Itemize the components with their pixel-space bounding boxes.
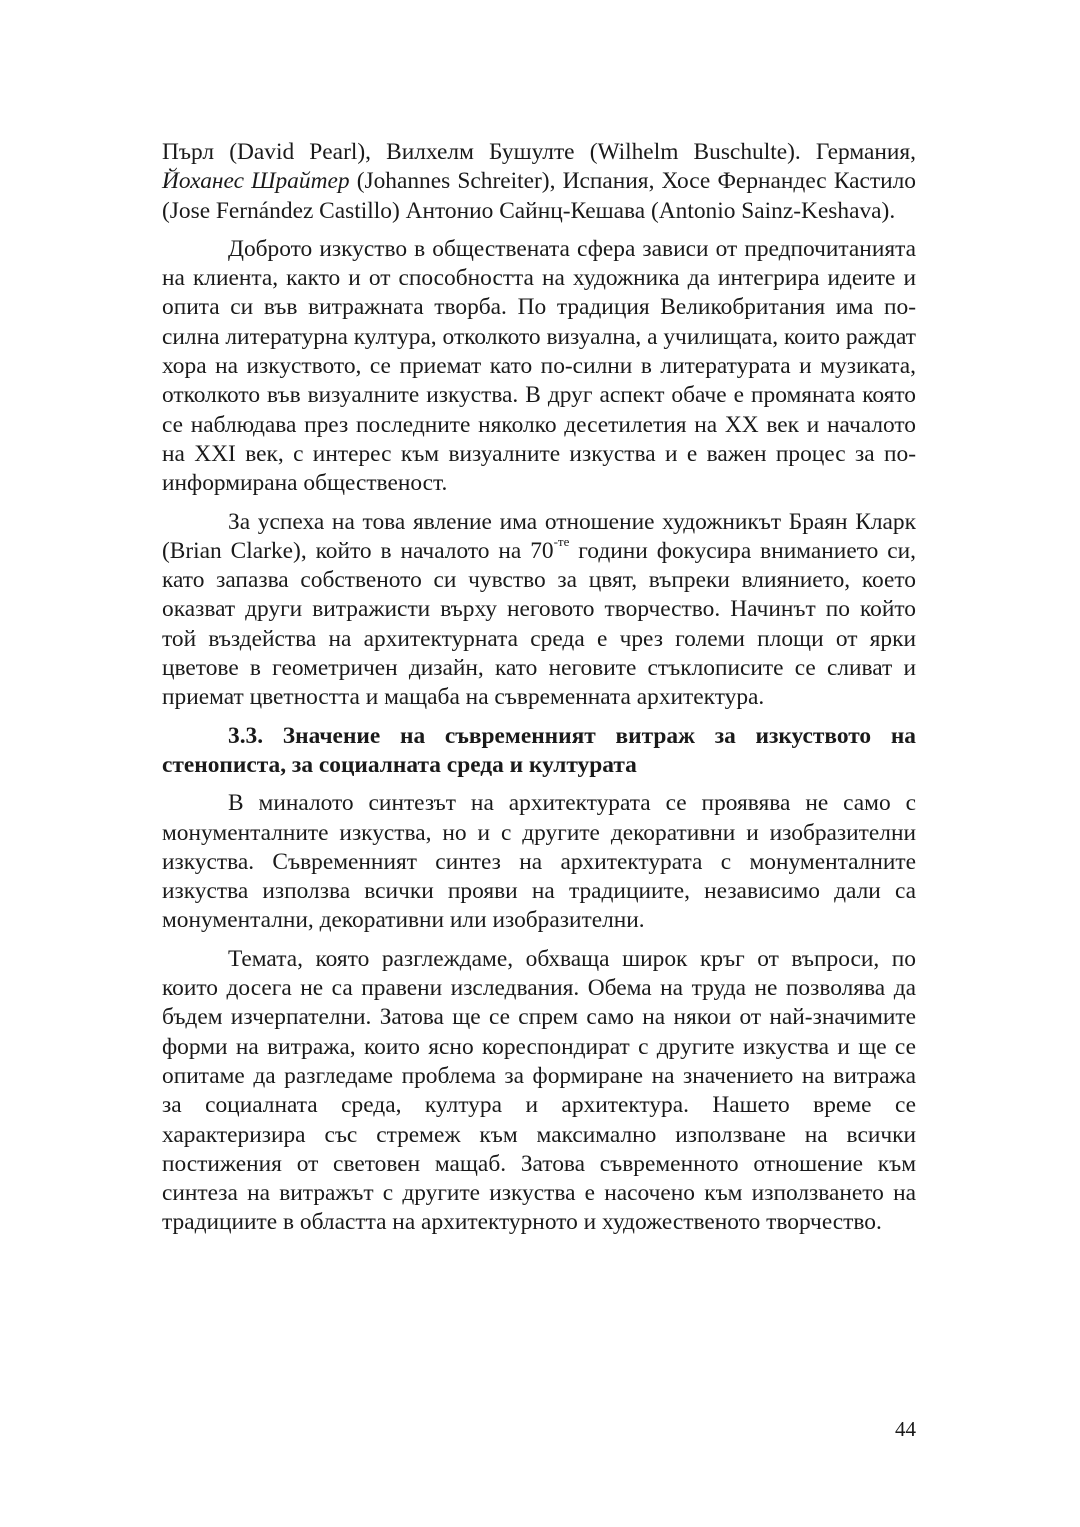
paragraph-topic: Темата, която разглеждаме, обхваща широк кръг от въпроси, по които досега не са правени изследвания. Обема на труда не позволява да бъдем изчерпателни. Затова ще се спрем само на някои от най-значимите форми на витража, които ясно кореспондират с другите изкуства и ще се опитаме да разгледаме проблема за формиране на значението на витража за социалната среда, култура и архитектура. Нашето време се характеризира със стремеж към максимално използване на всички постижения от световен мащаб. Затова съвременното отношение към синтеза на витражът с другите изкуства е насочено към използването на традициите в областта на архитектурното и художественото творчество. [162,945,916,1236]
paragraph-3-superscript: -те [553,534,570,550]
paragraph-1-text-a: Пърл (David Pearl), Вилхелм Бушулте (Wilhelm Buschulte). Германия, [162,139,916,165]
paragraph-public-art: Доброто изкуство в обществената сфера зависи от предпочитанията на клиента, както и от способността на художника да интегрира идеите и опита си във витражната творба. По традиция Великобритания има по-силна литературна култура, отколкото визуална, а училищата, които раждат хора на изкуството, се приемат като по-силни в литературата и музиката, отколкото във визуалните изкуства. В друг аспект обаче е промяната която се наблюдава през последните няколко десетилетия на XX век и началото на XXI век, с интерес към визуалните изкуства и е важен процес за по-информирана общественост. [162,235,916,497]
page-body [162,138,916,1247]
paragraph-3-text-a: За успеха на това явление има отношение художникът Браян Кларк (Brian Clarke), който в началото на 70 [162,508,916,564]
paragraph-1-text-b: (Johannes Schreiter), Испания, Хосе Фернандес Кастило (Jose Fernández Castillo) Антонио Сайнц-Кешава (Antonio Sainz-Keshava). [162,168,916,224]
page-number: 44 [895,1417,916,1441]
paragraph-1-italic-name: Йоханес Шрайтер [162,168,350,195]
paragraph-brian-clarke [162,508,916,713]
section-heading: 3.3. Значение на съвременният витраж за изкуството на стенописта, за социалната среда и културата [162,722,916,778]
paragraph-artists-list [162,138,916,226]
paragraph-3-text-b: години фокусира вниманието си, като запазва собственото си чувство за цвят, въпреки влиянието, което оказват други витражисти върху неговото творчество. Начинът по който той въздейства на архитектурната среда е чрез големи площи от ярки цветове в геометричен дизайн, като неговите стъклописите се сливат и приемат цветността и мащаба на съвременната архитектура. [162,537,916,711]
paragraph-synthesis: В миналото синтезът на архитектурата се проявява не само с монументалните изкуства, но и с другите декоративни и изобразителни изкуства. Съвременният синтез на архитектурата с монументалните изкуства използва всички прояви на традициите, независимо дали са монументални, декоративни или изобразителни. [162,790,916,934]
